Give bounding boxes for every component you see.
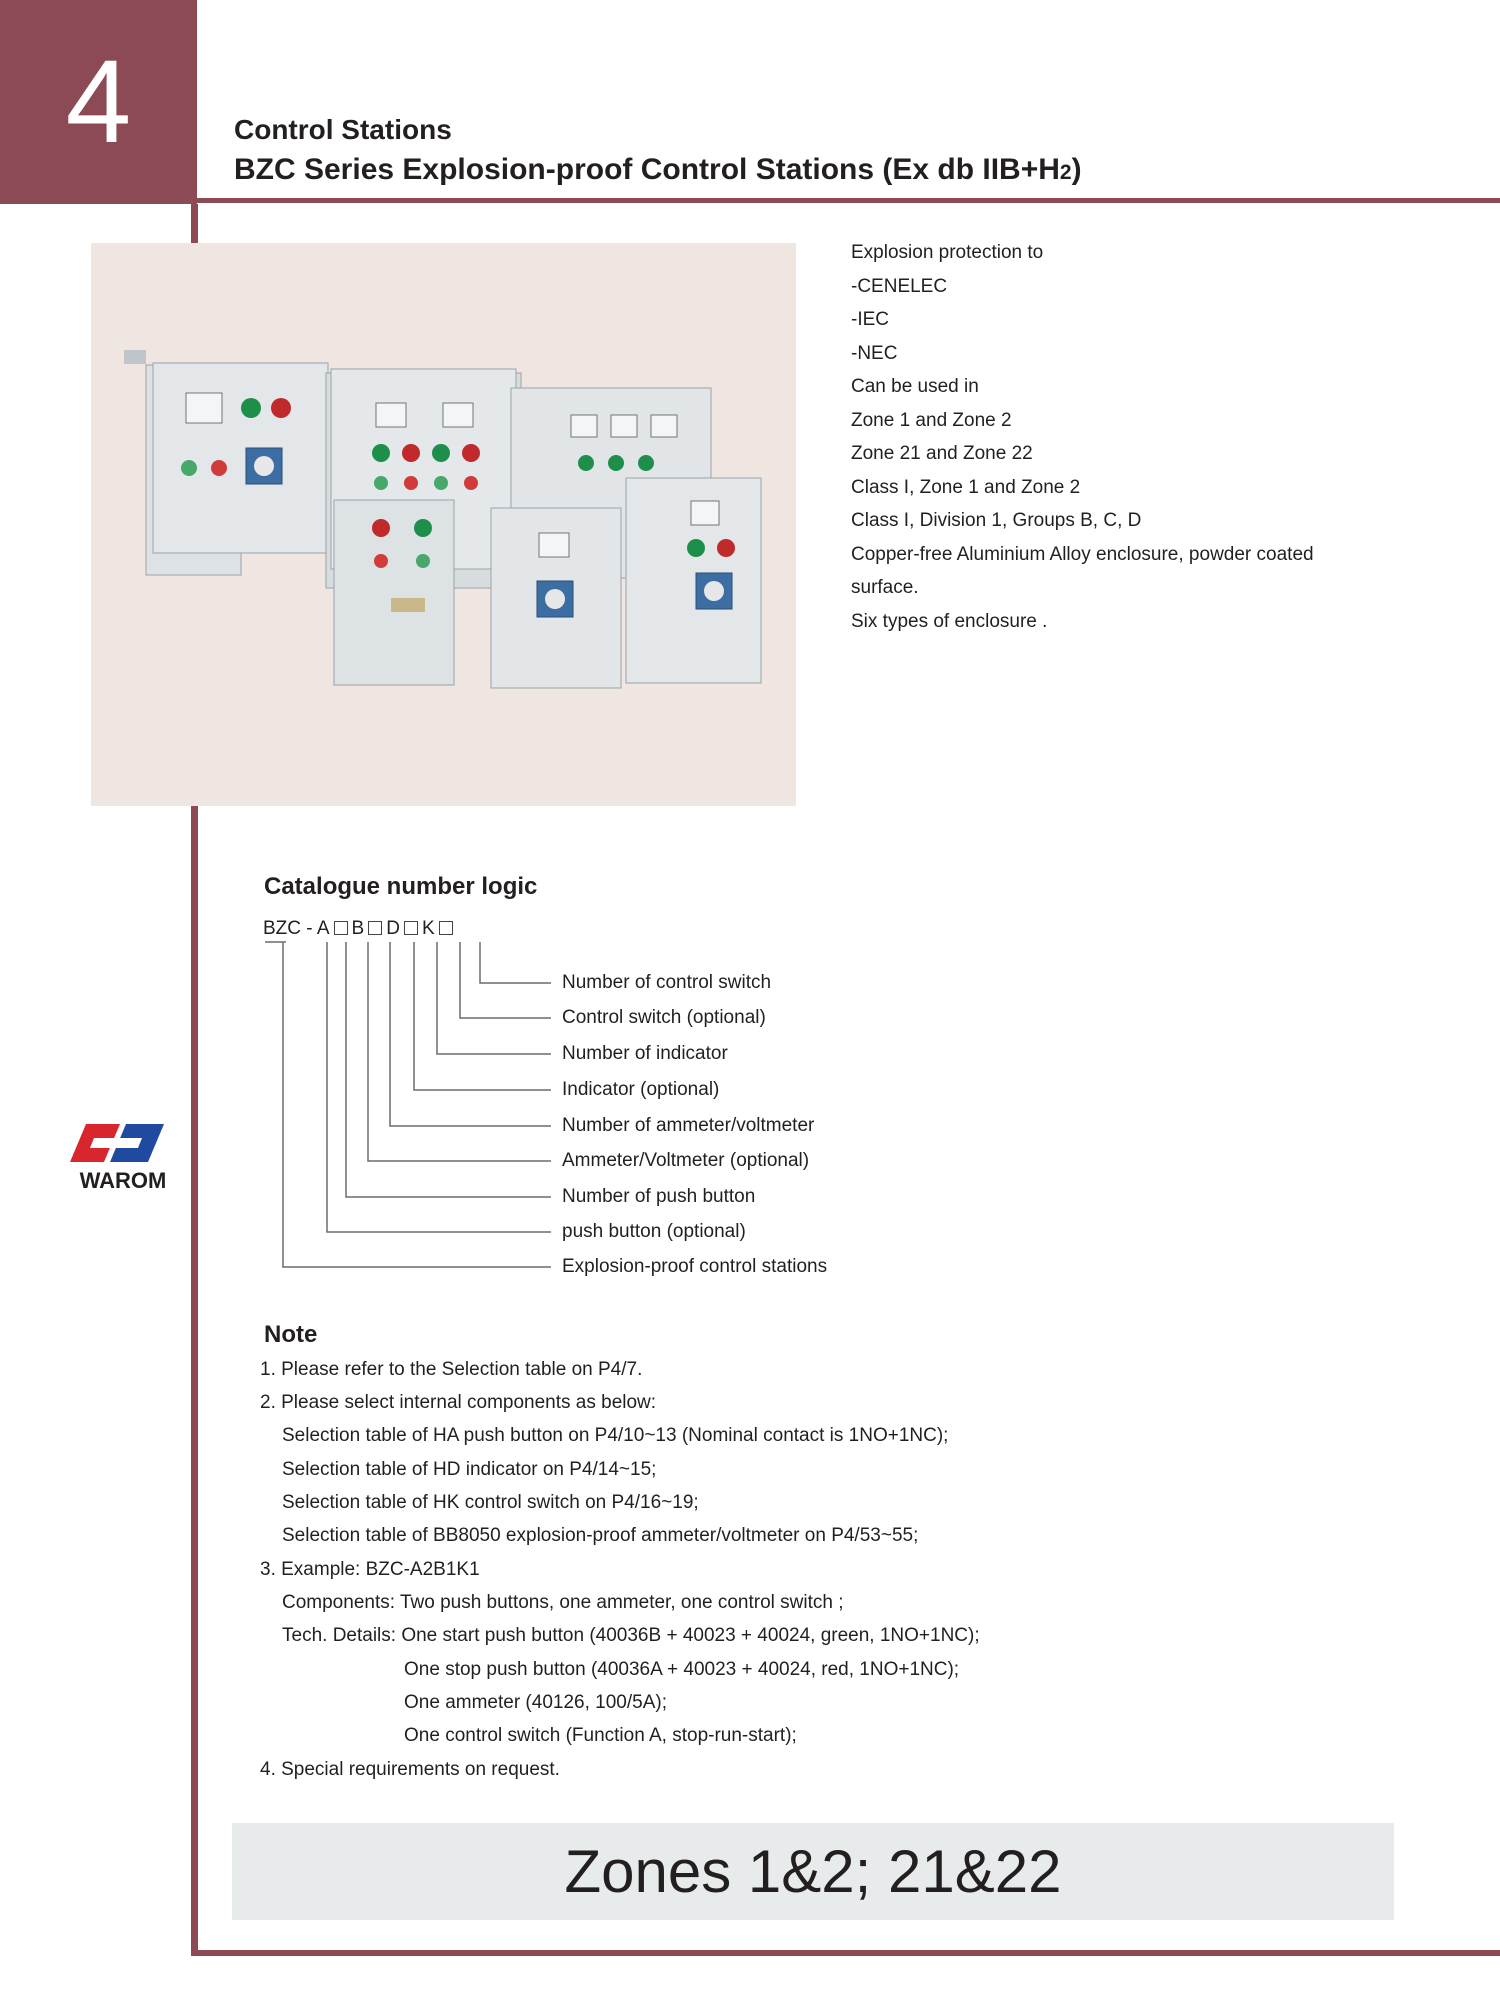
warom-logo-icon (64, 1118, 182, 1194)
catalogue-code: BZC - A B D K (263, 918, 457, 940)
legend-item: Number of ammeter/voltmeter (562, 1115, 815, 1136)
feature-line: Zone 21 and Zone 22 (851, 443, 1033, 464)
legend-item: Ammeter/Voltmeter (optional) (562, 1150, 810, 1171)
note-line: Tech. Details: One start push button (40036B + 40023 + 40024, green, 1NO+1NC); (282, 1625, 980, 1646)
zones-banner: Zones 1&2; 21&22 (232, 1823, 1394, 1920)
note-line: One ammeter (40126, 100/5A); (404, 1692, 667, 1713)
note-line: Components: Two push buttons, one ammeter, one control switch ; (282, 1592, 844, 1613)
legend-item: Indicator (optional) (562, 1079, 720, 1100)
page-title: Control Stations (234, 114, 452, 145)
note-line: Selection table of HD indicator on P4/14~15; (282, 1459, 657, 1480)
catalogue-heading: Catalogue number logic (264, 873, 538, 900)
legend-item: Control switch (optional) (562, 1007, 766, 1028)
feature-line: Class I, Zone 1 and Zone 2 (851, 476, 1081, 498)
note-line: Selection table of HK control switch on P4/16~19; (282, 1492, 699, 1513)
legend-item: Number of control switch (562, 972, 772, 993)
note-line: 2. Please select internal components as below: (260, 1392, 657, 1413)
legend-item: Number of push button (562, 1186, 756, 1207)
feature-line: -IEC (851, 309, 889, 330)
note-line: Selection table of HA push button on P4/10~13 (Nominal contact is 1NO+1NC); (282, 1425, 949, 1446)
legend-item: Number of indicator (562, 1043, 728, 1064)
feature-line: Six types of enclosure . (851, 610, 1048, 632)
note-line: 4. Special requirements on request. (260, 1759, 560, 1780)
note-line: 1. Please refer to the Selection table on P4/7. (260, 1359, 643, 1380)
note-line: One stop push button (40036A + 40023 + 40024, red, 1NO+1NC); (404, 1659, 960, 1680)
legend-item: Explosion-proof control stations (562, 1256, 828, 1277)
feature-line: Zone 1 and Zone 2 (851, 409, 1012, 431)
note-line: One control switch (Function A, stop-run-start); (404, 1725, 797, 1746)
feature-line: -CENELEC (851, 275, 948, 297)
chapter-number: 4 (0, 0, 197, 204)
legend-item: push button (optional) (562, 1221, 746, 1242)
feature-line: Class I, Division 1, Groups B, C, D (851, 510, 1142, 531)
note-line: 3. Example: BZC-A2B1K1 (260, 1559, 480, 1580)
feature-line: surface. (851, 577, 919, 598)
page-subtitle: BZC Series Explosion-proof Control Stations (Ex db IIB+H2) (234, 153, 1082, 186)
note-heading: Note (264, 1321, 318, 1348)
feature-line: -NEC (851, 342, 898, 364)
note-line: Selection table of BB8050 explosion-proof ammeter/voltmeter on P4/53~55; (282, 1525, 919, 1546)
feature-line: Copper-free Aluminium Alloy enclosure, powder coated (851, 543, 1314, 565)
feature-line: Explosion protection to (851, 242, 1044, 263)
feature-line: Can be used in (851, 376, 979, 397)
svg-text:WAROM: WAROM (79, 1168, 167, 1193)
